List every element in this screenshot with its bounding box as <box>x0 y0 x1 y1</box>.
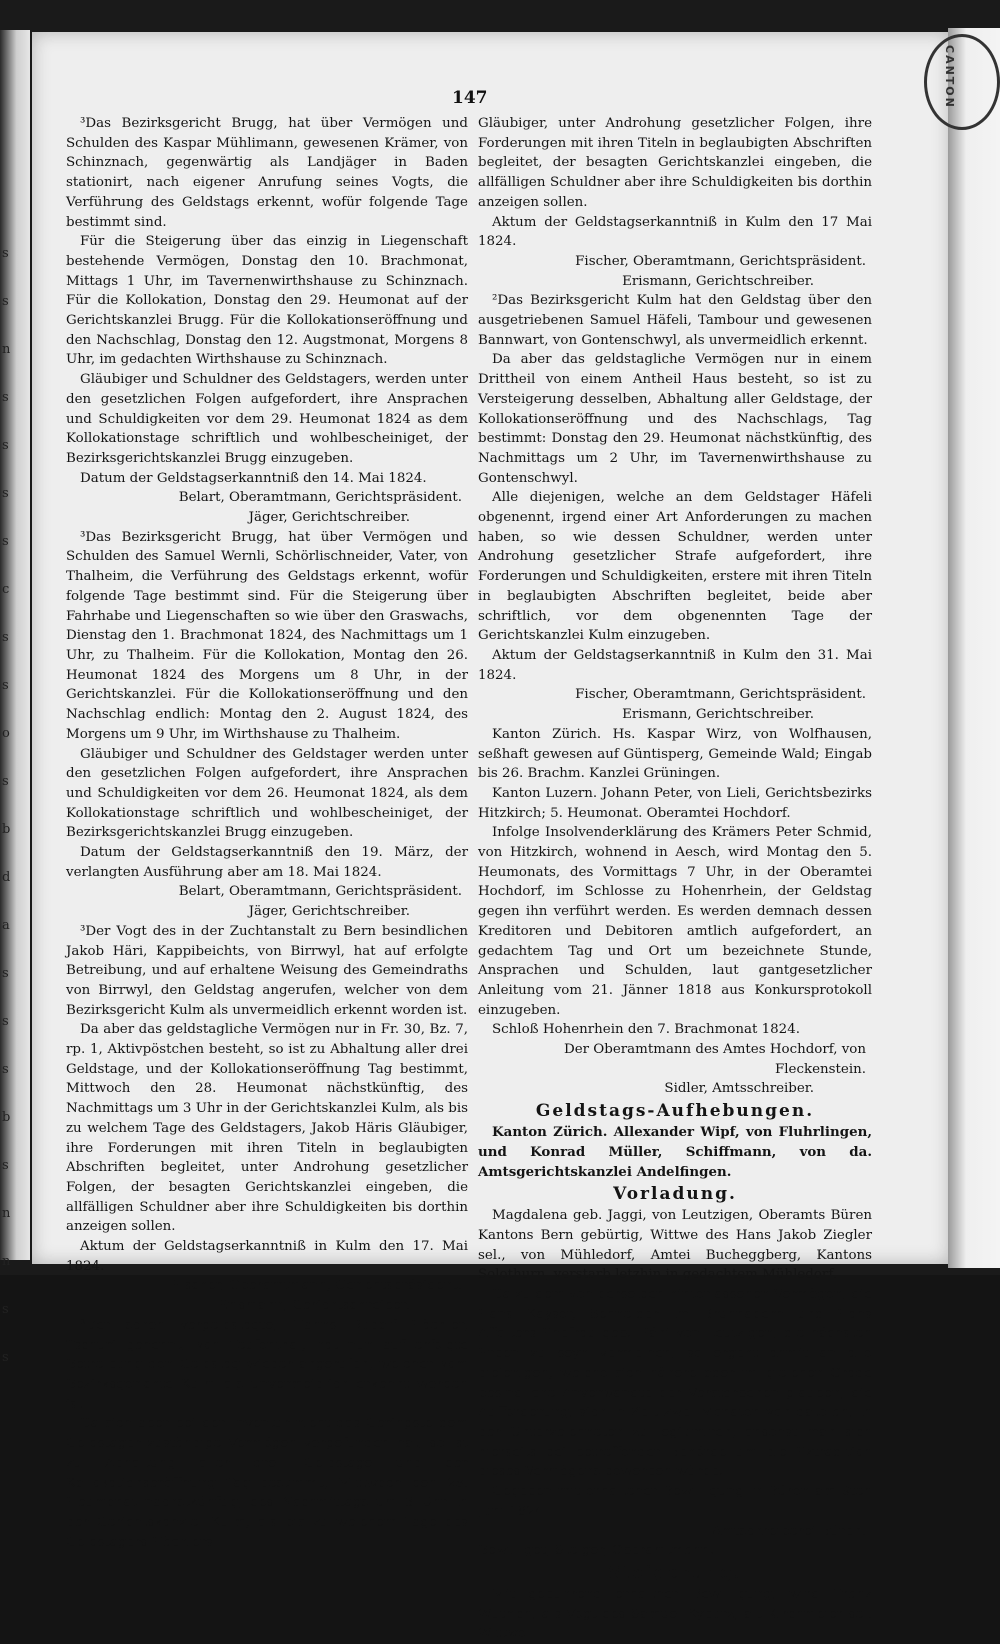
signature-line: Fischer, Oberamtmann, Gerichtspräsident. <box>171 1278 462 1294</box>
margin-mark: s <box>2 486 9 501</box>
signature-line: Amtschreiberei Büren. <box>711 1523 866 1539</box>
left-margin-marks <box>2 230 20 1382</box>
paragraph: Gläubiger und Schuldner des Geldstager werden unter den gesetzlichen Folgen aufgefordert, ihre Ansprachen und Schuldigkeiten vor dem 26. Heumonat 1824, als dem Kollokationstage schriftlich und wohlbescheiniget, der Bezirksgerichtskanzlei Brugg einzugeben. <box>66 746 468 841</box>
paragraph: ³Das Bezirksgericht Brugg, hat über Vermögen und Schulden des Kaspar Mühlimann, gewesenen Krämer, von Schinznach, gegenwärtig als Landjäger in Baden stationirt, nach eigener Anrufung seines Vogts, die Verführung des Geldstags erkennt, wofür folgende Tage bestimmt sind. <box>66 116 468 230</box>
margin-mark: c <box>2 582 10 597</box>
paragraph: Gegeben mit erhaltener Bewilligung in Büren am 9ten Juni 1824. <box>478 1484 872 1519</box>
signature-line: Fischer, Oberamtmann, Gerichtspräsident. <box>575 253 866 269</box>
facing-page-edge <box>0 30 30 1365</box>
paragraph: ²Das Bezirksgericht Kulm hat den Geldstag über den ausgetriebenen Samuel Häfeli, Tambour und gewesenen Bannwart, von Gontenschwyl, als unvermeidlich erkennt. <box>478 293 872 348</box>
canton-stamp <box>924 34 1000 130</box>
margin-mark: n <box>2 1254 11 1269</box>
paragraph: Aktum der Geldstagserkanntniß in Kulm den 17. Mai 1824. <box>66 1239 468 1274</box>
margin-mark: s <box>2 294 9 309</box>
section-heading: Geldstags-Aufhebungen. <box>535 1101 815 1122</box>
paragraph: ³Das Bezirksgericht Brugg, hat über Vermögen und Schulden des Samuel Wernli, Schörlischneider, Vater, von Thalheim, die Verführung des Geldstags erkennt, wofür folgende Tage bestimmt sind. Für die Steigerung über Fahrhabe und Liegenschaften so wie über den Graswachs, Dienstag den 1. Brachmonat 1824, des Nachmittags um 1 Uhr, zu Thalheim. Für die Kollokation, Montag den 26. Heumonat 1824 des Morgens um 8 Uhr, in der Gerichtskanzlei. Für die Kollokationseröffnung und den Nachschlag endlich: Montag den 2. August 1824, des Morgens um 9 Uhr, im Wirthshause zu Thalheim. <box>66 529 468 742</box>
paragraph: Kanton Zürich. Hs. Kaspar Wirz, von Wolfhausen, seßhaft gewesen auf Güntisperg, Gemeinde Wald; Eingab bis 26. Brachm. Kanzlei Grüningen. <box>478 726 872 782</box>
page-number: 147 <box>452 88 488 108</box>
paragraph: Mit gebührend erhaltner Bewilligung, wird Franz Wütrich, als Vogt des Samuel Kyburz, alt Kirchmeier sel. Wittwe <box>478 1586 872 1642</box>
margin-mark: d <box>2 870 11 885</box>
paragraph: Gläubiger und Schuldner des Geldstagers, werden unter den gesetzlichen Folgen aufgefordert, ihre Ansprachen und Schuldigkeiten vor dem 29. Heumonat 1824 as dem Kollokationstage schriftlich und wohlbescheiniget, der Bezirksgerichtskanzlei Brugg einzugeben. <box>66 372 468 466</box>
margin-mark: n <box>2 342 11 357</box>
margin-mark: b <box>2 1110 11 1125</box>
paragraph: Datum der Geldstagserkanntniß den 19. März, der verlangten Ausführung aber am 18. Mai 1824. <box>66 845 468 880</box>
margin-mark: s <box>2 1302 9 1317</box>
margin-mark: s <box>2 438 9 453</box>
page-right-edge <box>948 28 1000 1268</box>
signature-line: Jäger, Gerichtschreiber. <box>248 510 410 526</box>
margin-mark: s <box>2 630 9 645</box>
paragraph: Da aber das geldstagliche Vermögen nur in einem Drittheil von einem Antheil Haus besteht, so ist zu Versteigerung desselben, Abhaltung aller Geldstage, der Kollokationseröffnung und des Nachschlags, Tag bestimmt: Donstag den 29. Heumonat nächstkünftig, des Nachmittags um 2 Uhr, im Tavernenwirthshause zu Gontenschwyl. <box>478 352 872 486</box>
margin-mark: o <box>2 726 10 741</box>
section-heading: Vorladung. <box>613 1184 737 1205</box>
paragraph: ³Der Vogt des in der Zuchtanstalt zu Bern besindlichen Jakob Häri, Kappibeichts, von Birrwyl, hat auf erfolgte Betreibung, und auf erhaltene Weisung des Gemeindraths von Birrwyl, den Geldstag angerufen, welcher von dem Bezirksgericht Kulm als unvermeidlich erkennt worden ist. <box>66 923 468 1018</box>
signature-line: Fischer, Oberamtmann, Gerichtspräsident. <box>575 687 866 703</box>
paragraph: Infolge Insolvenderklärung des Krämers Peter Schmid, von Hitzkirch, wohnend in Aesch, wird Montag den 5. Heumonats, des Vormittags 7 Uhr, in der Oberamtei Hochdorf, im Schlosse zu Hohenrhein, der Geldstag gegen ihn verführt werden. Es werden demnach dessen Kreditoren und Debitoren amtlich aufgefordert, an gedachtem Tag und Ort um bezeichnete Stunde, Ansprachen und Schulden, laut gantgesetzlicher Anleitung vom 21. Jänner 1818 aus Konkursprotokoll einzugeben. <box>478 825 872 1018</box>
paragraph: Da zu dem von derselben hinterlassenen Vermögen, die Hans Kayser, Schneider im Brunnadern und Hans Affolters Ehefrau geb. Häni von Leutzigen, die nächsten Erben zu seyn vermeinen, so ergeht anmit an alle diejenigen, welche sich nähere oder im gleichen Grade besindliche Anverwandte der Verstorbenen glauben, die Aufforderung, sich in Zeit zwei Monaten von dato an, in der Unterzeichneten zu legitimiren, ansonst man sich hierseits bei betreffender Behörde um die Extradition dieses Vermögens bewerben würde. <box>478 1287 872 1480</box>
signature-line: Belart, Oberamtmann, Gerichtspräsident. <box>178 490 462 506</box>
paragraph: Für die Steigerung über das einzig in Liegenschaft bestehende Vermögen, Donstag den 10. Brachmonat, Mittags 1 Uhr, im Tavernenwirthshause zu Schinznach. Für die Kollokation, Donstag den 29. Heumonat auf der Gerichtskanzlei Brugg. Für die Kollokationseröffnung und den Nachschlag, Donstag den 12. Augstmonat, Morgens 8 Uhr, im gedachten Wirthshause zu Schinznach. <box>66 234 468 368</box>
paragraph: Da aber das geldstagliche Vermögen nur in Fr. 30, Bz. 7, rp. 1, Aktivpöstchen besteht, so ist zu Abhaltung aller drei Geldstage, und der Kollokationseröffnung Tag bestimmt, Mittwoch den 28. Heumonat nächstkünftig, des Nachmittags um 3 Uhr in der Gerichtskanzlei Kulm, als bis zu welchem Tage des Geldstagers, Jakob Häris Gläubiger, ihre Forderungen mit ihren Titeln in beglaubigten Abschriften begleitet, unter Androhung gesetzlicher Folgen, der besagten Gerichtskanzlei eingeben, die allfälligen Schuldner aber ihre Schuldigkeiten bis dorthin anzeigen sollen. <box>66 1022 468 1235</box>
margin-mark: s <box>2 774 9 789</box>
signature-line: Der Oberamtmann des Amtes Hochdorf, von Fleckenstein. <box>563 1042 866 1077</box>
paragraph: Da sich aber bei der Inventur nicht das Geringste dem Geldstager zuständige Vermögen vorgefunden hat, so ist zu Abhaltung aller drei Geldstage und der Kollokationseröffnung Tag bestimmt, Mittwoch den 28. Heumonat nächstkünftig, des Nachmittags um 3 Uhr in der Gerichtskanzlei Kulm, als bis zu welchem Tage des Geldstagers Hächlers <box>66 1416 468 1550</box>
paragraph: Kanton Zürich. Allexander Wipf, von Fluhrlingen, und Konrad Müller, Schiffmann, von da. Amtsgerichtskanzlei Andelfingen. <box>478 1124 872 1180</box>
margin-mark: s <box>2 1014 9 1029</box>
margin-mark: s <box>2 1062 9 1077</box>
right-column <box>478 114 872 1644</box>
signature-line: Jäger, Gerichtschreiber. <box>248 904 410 920</box>
margin-mark: s <box>2 246 9 261</box>
signature-line: Belart, Oberamtmann, Gerichtspräsident. <box>178 884 462 900</box>
margin-mark: s <box>2 1158 9 1173</box>
margin-mark: n <box>2 1206 11 1221</box>
paragraph: Datum der Geldstagserkanntniß den 14. Mai 1824. <box>80 470 427 486</box>
signature-line: Erismann, Gerichtschreiber. <box>622 707 814 723</box>
signature-line: Sidler, Amtsschreiber. <box>664 1081 814 1097</box>
left-column <box>66 114 468 1552</box>
margin-mark: s <box>2 390 9 405</box>
paragraph: Schloß Hohenrhein den 7. Brachmonat 1824. <box>492 1022 800 1038</box>
signature-line: Erismann, Gerichtschreiber. <box>622 273 814 289</box>
margin-mark: s <box>2 534 9 549</box>
margin-mark: s <box>2 1350 9 1365</box>
paragraph: Magdalena geb. Jaggi, von Leutzigen, Oberamts Büren Kantons Bern gebürtig, Wittwe des Hans Jakob Ziegler sel., von Mühledorf, Amtei Bucheggberg, Kantons Solothurn, verstarb letzhin in gedachtem Mühledorf. <box>478 1208 872 1283</box>
paragraph: Aktum der Geldstagserkanntniß in Kulm den 17 Mai 1824. <box>478 214 872 250</box>
margin-mark: a <box>2 918 10 933</box>
margin-mark: b <box>2 822 11 837</box>
stamp-text: CANTON <box>943 45 956 109</box>
signature-line: Erismann, Gerichtschreiber. <box>218 1298 410 1314</box>
paragraph: Aktum der Geldstagserkanntniß in Kulm den 31. Mai 1824. <box>478 647 872 683</box>
paragraph: Bewilliget; Steiger, Oberamtmann. <box>478 1543 714 1559</box>
paragraph: ³Der schon vergeldstagte, Hanns Rudolf Hächler, Tschuri genennt, von Teufenthal, hat nun auf erfolgte Betreibung den Geldstag wieder angerufen, welcher vom Bezirksgerichte Kulm als unvermeidlich erkennt worden ist. <box>66 1317 468 1412</box>
paragraph: Alle diejenigen, welche an dem Geldstager Häfeli obgenennt, irgend einer Art Anforderungen zu machen haben, so wie dessen Schuldner, werden unter Androhung gesetzlicher Strafe aufgefordert, ihre Forderungen und Schuldigkeiten, erstere mit ihren Titeln in beglaubigten Abschriften begleitet, beide aber schriftlich, vor dem obgenennten Tage der Gerichtskanzlei Kulm einzugeben. <box>478 490 872 644</box>
margin-mark: s <box>2 678 9 693</box>
paragraph: Gläubiger, unter Androhung gesetzlicher Folgen, ihre Forderungen mit ihren Titeln in beglaubigten Abschriften begleitet, der besagten Gerichtskanzlei eingeben, die allfälligen Schuldner aber ihre Schuldigkeiten bis dorthin anzeigen sollen. <box>478 116 872 210</box>
section-heading: Steigerung. <box>608 1562 742 1583</box>
paragraph: Kanton Luzern. Johann Peter, von Lieli, Gerichtsbezirks Hitzkirch; 5. Heumonat. Oberamtei Hochdorf. <box>478 785 872 821</box>
margin-mark: s <box>2 966 9 981</box>
